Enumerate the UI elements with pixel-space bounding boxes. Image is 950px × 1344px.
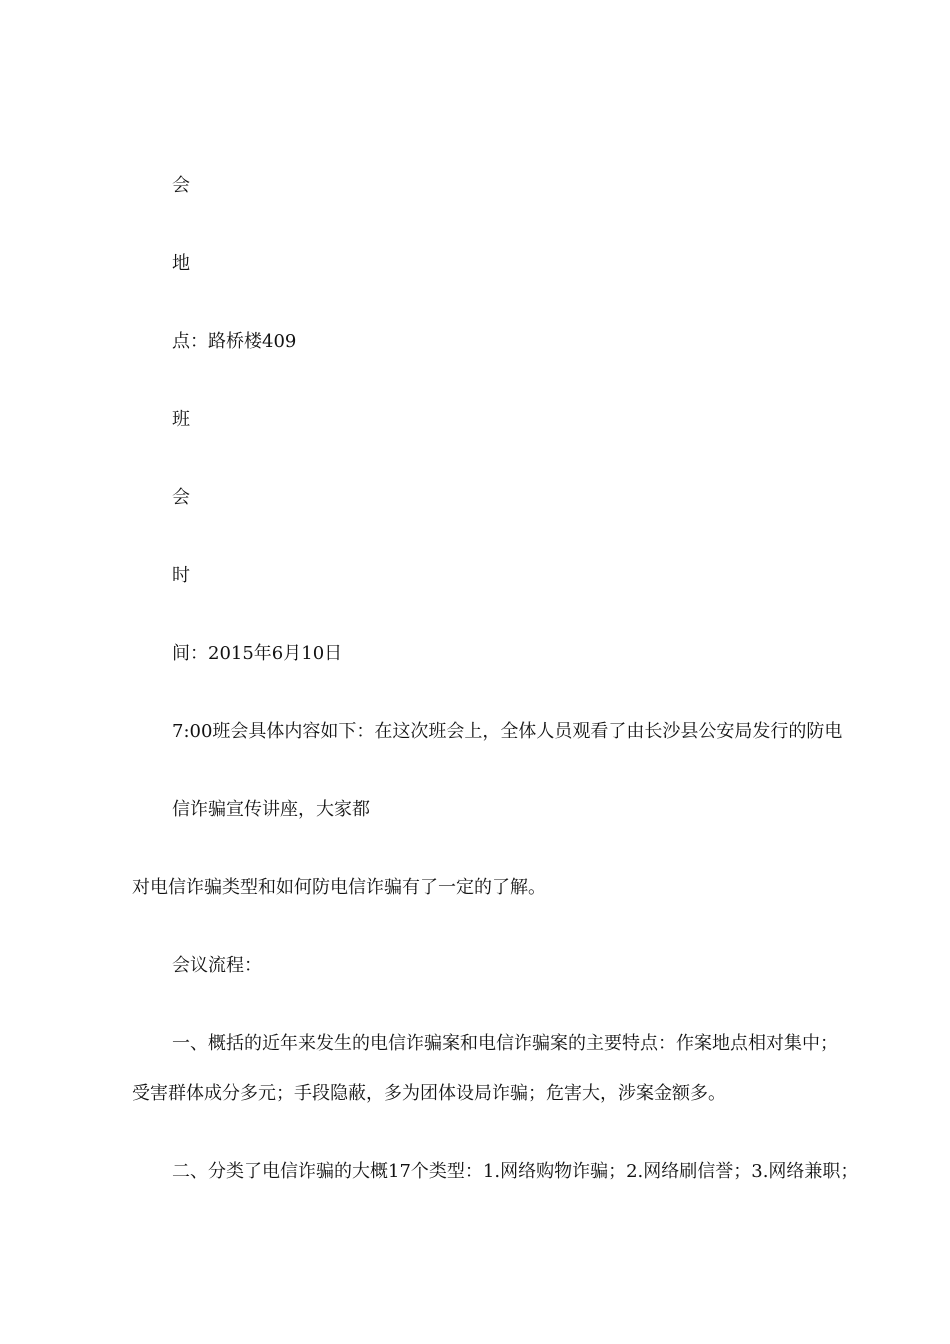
- text-line: 点：路桥楼409: [172, 331, 297, 352]
- text-line: 会: [172, 175, 190, 196]
- text-line: 7:00班会具体内容如下：在这次班会上，全体人员观看了由长沙县公安局发行的防电: [172, 721, 843, 742]
- text-line: 受害群体成分多元；手段隐蔽，多为团体设局诈骗；危害大，涉案金额多。: [132, 1083, 726, 1104]
- text-line: 时: [172, 565, 190, 586]
- text-line: 会: [172, 487, 190, 508]
- text-line: 会议流程：: [172, 955, 262, 976]
- text-line: 地: [172, 253, 190, 274]
- text-line: 信诈骗宣传讲座，大家都: [172, 799, 370, 820]
- text-line: 对电信诈骗类型和如何防电信诈骗有了一定的了解。: [132, 877, 546, 898]
- text-line: 二、分类了电信诈骗的大概17个类型：1.网络购物诈骗；2.网络刷信誉；3.网络兼职；: [172, 1161, 859, 1182]
- text-line: 一、概括的近年来发生的电信诈骗案和电信诈骗案的主要特点：作案地点相对集中；: [172, 1033, 838, 1054]
- text-line: 班: [172, 409, 190, 430]
- text-line: 间：2015年6月10日: [172, 643, 343, 664]
